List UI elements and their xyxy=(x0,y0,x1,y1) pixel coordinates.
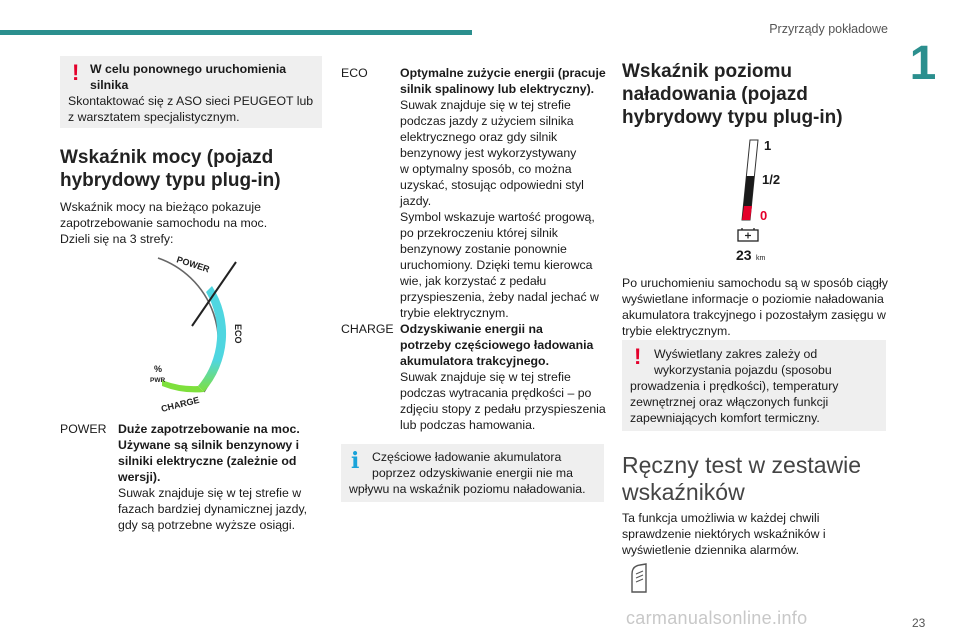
info-text-line: Częściowe ładowanie akumulatora xyxy=(372,450,562,464)
zone-bold-line: wersji). xyxy=(118,470,161,484)
charge-text-line: akumulatora trakcyjnego i pozostałym zasięgu w xyxy=(622,308,886,322)
gauge-eco-band xyxy=(198,286,226,392)
zone-text-line: uruchomiony. Dzięki temu kierowca xyxy=(400,258,593,272)
warning-text-line: Skontaktować się z ASO sieci PEUGEOT lub xyxy=(68,94,314,108)
gauge-range-unit: km xyxy=(756,255,766,262)
zone-text-line: lub podczas hamowania. xyxy=(400,418,536,432)
warning-text-line: z warsztatem specjalistycznym. xyxy=(68,110,240,124)
charge-heading: naładowania (pojazd xyxy=(622,84,808,105)
zone-bold-line: Używane są silnik benzynowy i xyxy=(118,438,300,452)
zone-bold-line: silnik spalinowy lub elektryczny). xyxy=(400,82,595,96)
zone-text-line: elektrycznego oraz gdy silnik xyxy=(400,130,558,144)
test-heading: Ręczny test w zestawie xyxy=(622,452,862,478)
zone-bold-line: akumulatora trakcyjnego. xyxy=(400,354,549,368)
test-heading: wskaźników xyxy=(622,479,745,505)
zone-bold-line: Odzyskiwanie energii na xyxy=(400,322,543,336)
gauge-label-power: POWER xyxy=(175,254,211,275)
zone-text-line: fazach bardziej dynamicznej jazdy, xyxy=(118,502,308,516)
gauge-range-value: 23 xyxy=(736,247,752,263)
gauge-label-charge: CHARGE xyxy=(160,394,201,414)
zone-text-line: benzynowy jest wykorzystywany xyxy=(400,146,577,160)
zone-text-line: Symbol wskazuje wartość progową, xyxy=(400,210,595,224)
warning-text-line: prowadzenia i prędkości), temperatury xyxy=(630,379,839,393)
watermark: carmanualsonline.info xyxy=(626,608,808,628)
gauge-label-pct: % xyxy=(154,364,163,374)
chapter-number: 1 xyxy=(909,37,937,90)
zone-text-line: gdy są potrzebne wyższe osiągi. xyxy=(118,518,296,532)
battery-icon xyxy=(738,228,758,241)
warning-text-line: zewnętrznej oraz włączonych funkcji xyxy=(630,395,829,409)
power-heading: Wskaźnik mocy (pojazd xyxy=(60,147,274,168)
power-intro-line: zapotrzebowanie samochodu na moc. xyxy=(60,216,268,230)
gauge-mark-empty: 0 xyxy=(760,208,768,223)
warning-text-line: zapewniających komfort termiczny. xyxy=(630,411,820,425)
info-text-line: wpływu na wskaźnik poziomu naładowania. xyxy=(349,482,586,496)
stalk-button-icon xyxy=(626,562,652,594)
charge-text-line: trybie elektrycznym. xyxy=(622,324,731,338)
zone-text-line: w optymalny sposób, co można xyxy=(400,162,572,176)
section-title: Przyrządy pokładowe xyxy=(769,22,888,36)
zone-term-charge: CHARGE xyxy=(341,322,394,336)
charge-text-line: wyświetlane informacje o poziomie naładowania xyxy=(622,292,884,306)
power-heading: hybrydowy typu plug-in) xyxy=(60,170,281,191)
power-intro-line: Dzieli się na 3 strefy: xyxy=(60,232,174,246)
zone-text-line: po przekroczeniu której silnik xyxy=(400,226,558,240)
charge-heading: hybrydowy typu plug-in) xyxy=(622,107,843,128)
zone-text-line: przyspieszenia, żeby nadal jechać w xyxy=(400,290,599,304)
warning-text-line: wykorzystania pojazdu (sposobu xyxy=(654,363,832,377)
gauge-mark-half: 1/2 xyxy=(762,172,781,187)
gauge-mark-full: 1 xyxy=(764,138,772,153)
zone-bold-line: potrzeby częściowego ładowania xyxy=(400,338,594,352)
test-text-line: sprawdzenie niektórych wskaźników i xyxy=(622,527,826,541)
charge-level-gauge xyxy=(728,136,788,264)
zone-text-line: podczas wytracania prędkości – po xyxy=(400,386,592,400)
page-number: 23 xyxy=(912,616,926,630)
zone-text-line: jazdy. xyxy=(400,194,432,208)
gauge-label-pwr: PWR xyxy=(150,377,166,384)
zone-bold-line: Duże zapotrzebowanie na moc. xyxy=(118,422,300,436)
test-text-line: Ta funkcja umożliwia w każdej chwili xyxy=(622,511,820,525)
power-intro-line: Wskaźnik mocy na bieżąco pokazuje xyxy=(60,200,261,214)
zone-text-line: benzynowy zostanie ponownie xyxy=(400,242,567,256)
warning-title-line: W celu ponownego uruchomienia xyxy=(90,62,287,76)
zone-term-power: POWER xyxy=(60,422,107,436)
info-icon: i xyxy=(351,448,360,474)
zone-text-line: Suwak znajduje się w tej strefie xyxy=(400,98,571,112)
zone-text-line: Suwak znajduje się w tej strefie xyxy=(400,370,571,384)
info-text-line: poprzez odzyskiwanie energii nie ma xyxy=(372,466,573,480)
warning-icon: ! xyxy=(72,60,80,85)
zone-text-line: podczas jazdy z użyciem silnika xyxy=(400,114,574,128)
zone-text-line: uzyskać, stosując odpowiedni styl xyxy=(400,178,584,192)
test-text-line: wyświetlenie dziennika alarmów. xyxy=(622,543,800,557)
zone-text-line: Suwak znajduje się w tej strefie w xyxy=(118,486,302,500)
zone-bold-line: Optymalne zużycie energii (pracuje xyxy=(400,66,606,80)
warning-icon: ! xyxy=(634,344,642,369)
zone-term-eco: ECO xyxy=(341,66,368,80)
header-accent-bar xyxy=(0,30,472,35)
gauge-charge-band xyxy=(162,380,204,392)
warning-title-line: silnika xyxy=(90,78,129,92)
zone-bold-line: silniki elektryczne (zależnie od xyxy=(118,454,297,468)
charge-heading: Wskaźnik poziomu xyxy=(622,61,792,82)
zone-text-line: zdjęciu stopy z pedału przyspieszenia xyxy=(400,402,606,416)
charge-text-line: Po uruchomieniu samochodu są w sposób ciągły xyxy=(622,276,888,290)
zone-text-line: wie, jak korzystać z pedału xyxy=(400,274,547,288)
power-gauge-figure xyxy=(140,240,260,416)
warning-text-line: Wyświetlany zakres zależy od xyxy=(654,347,818,361)
gauge-label-eco: ECO xyxy=(233,324,243,344)
zone-text-line: trybie elektrycznym. xyxy=(400,306,509,320)
